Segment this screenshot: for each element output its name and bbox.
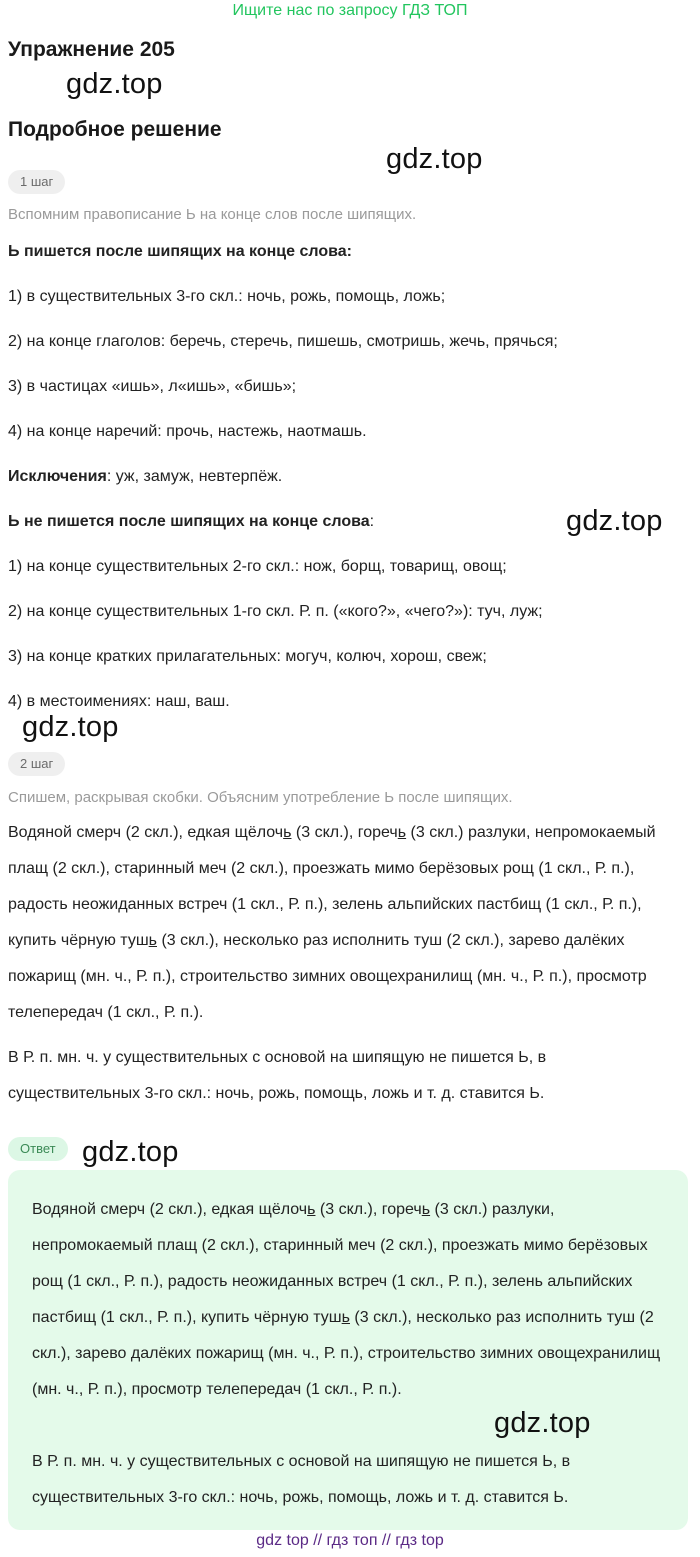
step-2-note: В Р. п. мн. ч. у существительных с основой на шипящую не пишется Ь, в существительных 3-го скл.: ночь, рожь, помощь, ложь и т. д. ставится Ь. [8, 1049, 547, 1102]
footer-links: gdz top // гдз топ // гдз top [256, 1532, 444, 1549]
answer-text: Водяной смерч (2 скл.), едкая щёлочь (3 скл.), горечь (3 скл.) разлуки, непромокаемый плащ (2 скл.), старинный меч (2 скл.), проезжать мимо берёзовых рощ (1 скл., Р. п.), радость неожиданных встреч (1 скл., Р. п.), зелень альпийских пастбищ (1 скл., Р. п.), купить чёрную тушь (3 скл.), несколько раз исполнить туш (2 скл.), зарево далёких пожарищ (мн. ч., Р. п.), строительство зимних овощехранилищ (мн. ч., Р. п.), просмотр телепередач (1 скл., Р. п.). [32, 1201, 661, 1398]
rule-yes-item: 3) в частицах «ишь», л«ишь», «бишь»; [8, 378, 297, 395]
rule-yes-item: 2) на конце глаголов: беречь, стеречь, пишешь, смотришь, жечь, прячься; [8, 333, 558, 350]
watermark: gdz.top [66, 68, 163, 100]
rule-heading-no: Ь не пишется после шипящих на конце слова: [8, 513, 375, 530]
exceptions-line [8, 468, 282, 486]
step-2-badge: 2 шаг [8, 752, 65, 776]
step-1-hint: Вспомним правописание Ь на конце слов после шипящих. [8, 206, 417, 223]
watermark: gdz.top [82, 1136, 179, 1168]
rule-no-item: 1) на конце существительных 2-го скл.: нож, борщ, товарищ, овощ; [8, 558, 507, 575]
exceptions-text: : уж, замуж, невтерпёж. [106, 468, 283, 485]
exercise-title: Упражнение 205 [8, 38, 175, 61]
watermark: gdz.top [566, 505, 663, 537]
rule-heading-yes: Ь пишется после шипящих на конце слова: [8, 243, 352, 260]
top-banner: Ищите нас по запросу ГДЗ ТОП [232, 2, 468, 19]
watermark: gdz.top [494, 1407, 591, 1439]
watermark: gdz.top [386, 143, 483, 175]
step-2-hint: Спишем, раскрывая скобки. Объясним употребление Ь после шипящих. [8, 789, 513, 806]
rule-no-item: 4) в местоимениях: наш, ваш. [8, 693, 230, 710]
answer-badge: Ответ [8, 1137, 68, 1161]
answer-note: В Р. п. мн. ч. у существительных с основой на шипящую не пишется Ь, в существительных 3-го скл.: ночь, рожь, помощь, ложь и т. д. ставится Ь. [32, 1453, 571, 1506]
step-1-badge: 1 шаг [8, 170, 65, 194]
rule-no-item: 3) на конце кратких прилагательных: могуч, колюч, хорош, свеж; [8, 648, 487, 665]
answer-box [8, 1170, 688, 1530]
rule-yes-item: 1) в существительных 3-го скл.: ночь, рожь, помощь, ложь; [8, 288, 446, 305]
watermark: gdz.top [22, 711, 119, 743]
rule-yes-item: 4) на конце наречий: прочь, настежь, наотмашь. [8, 423, 367, 440]
exceptions-label: Исключения [8, 468, 107, 485]
solution-title: Подробное решение [8, 118, 222, 141]
step-2-text: Водяной смерч (2 скл.), едкая щёлочь (3 скл.), горечь (3 скл.) разлуки, непромокаемый плащ (2 скл.), старинный меч (2 скл.), проезжать мимо берёзовых рощ (1 скл., Р. п.), радость неожиданных встреч (1 скл., Р. п.), зелень альпийских пастбищ (1 скл., Р. п.), купить чёрную тушь (3 скл.), несколько раз исполнить туш (2 скл.), зарево далёких пожарищ (мн. ч., Р. п.), строительство зимних овощехранилищ (мн. ч., Р. п.), просмотр телепередач (1 скл., Р. п.). [8, 824, 656, 1021]
rule-no-item: 2) на конце существительных 1-го скл. Р. п. («кого?», «чего?»): туч, луж; [8, 603, 543, 620]
